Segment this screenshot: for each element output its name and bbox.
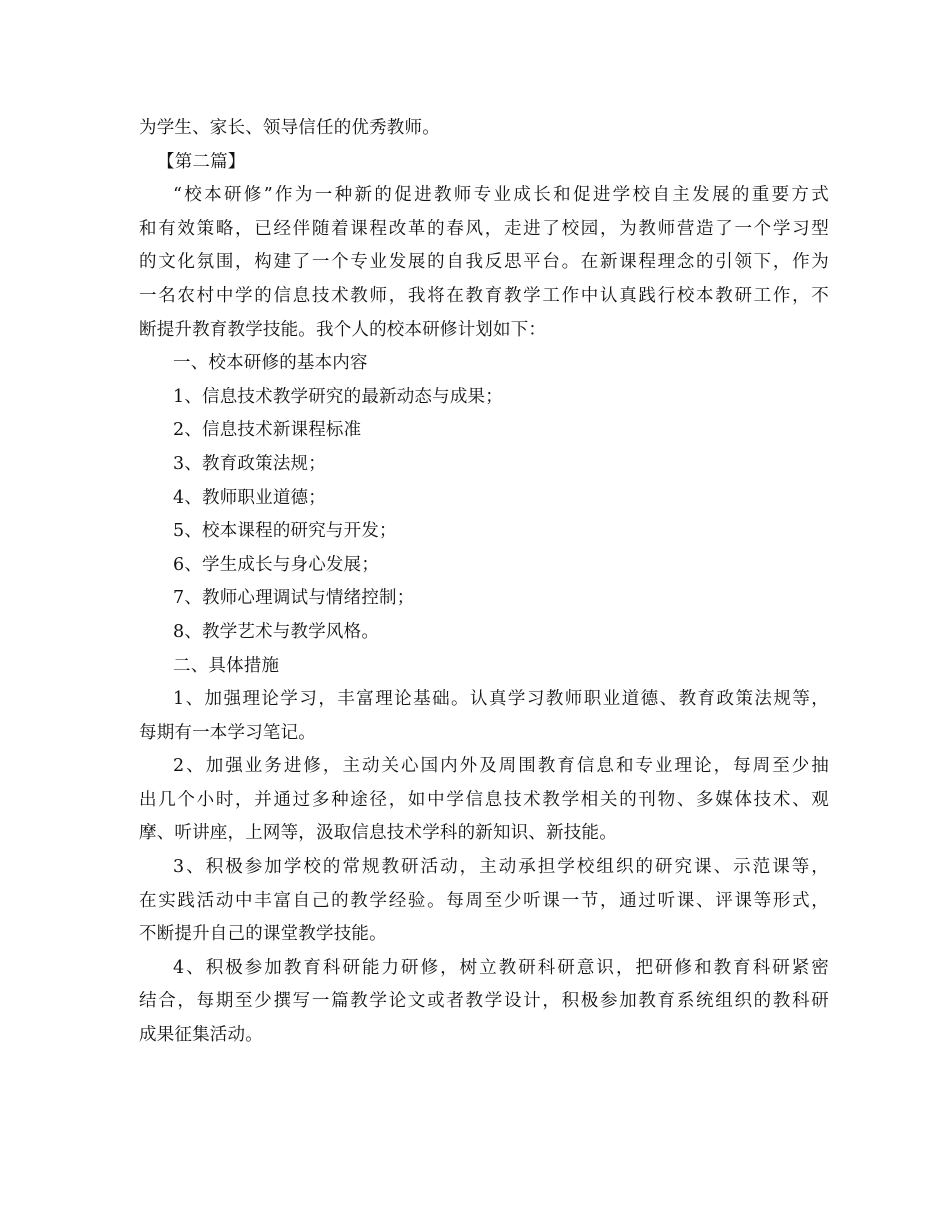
paragraph-line: 3、积极参加学校的常规教研活动，主动承担学校组织的研究课、示范课等， — [173, 857, 829, 878]
list-item: 8、教学艺术与教学风格。 — [173, 621, 380, 642]
paragraph-line: 每期有一本学习笔记。 — [139, 722, 316, 743]
paragraph-line: 的文化氛围，构建了一个专业发展的自我反思平台。在新课程理念的引领下，作为 — [139, 252, 829, 273]
paragraph-line: 在实践活动中丰富自己的教学经验。每周至少听课一节，通过听课、评课等形式， — [139, 890, 829, 911]
section-heading: 二、具体措施 — [173, 655, 280, 676]
paragraph-line: 和有效策略，已经伴随着课程改革的春风，走进了校园，为教师营造了一个学习型 — [139, 218, 829, 239]
paragraph-line: 4、积极参加教育科研能力研修，树立教研科研意识，把研修和教育科研紧密 — [173, 957, 829, 978]
list-item: 3、教育政策法规； — [173, 453, 326, 474]
paragraph-line: 一名农村中学的信息技术教师，我将在教育教学工作中认真践行校本教研工作，不 — [139, 285, 829, 306]
paragraph-line: “校本研修”作为一种新的促进教师专业成长和促进学校自主发展的重要方式 — [173, 185, 829, 206]
list-item: 4、教师职业道德； — [173, 487, 326, 508]
list-item: 2、信息技术新课程标准 — [173, 420, 362, 441]
section-title: 【第二篇】 — [157, 151, 246, 172]
paragraph-line: 2、加强业务进修，主动关心国内外及周围教育信息和专业理论，每周至少抽 — [173, 756, 829, 777]
list-item: 1、信息技术教学研究的最新动态与成果； — [173, 386, 503, 407]
list-item: 5、校本课程的研究与开发； — [173, 521, 397, 542]
section-heading: 一、校本研修的基本内容 — [173, 353, 368, 374]
document-body — [139, 112, 829, 1053]
paragraph-line: 出几个小时，并通过多种途径，如中学信息技术教学相关的刊物、多媒体技术、观 — [139, 789, 829, 810]
paragraph-line: 摩、听讲座，上网等，汲取信息技术学科的新知识、新技能。 — [139, 823, 617, 844]
list-item: 6、学生成长与身心发展； — [173, 554, 380, 575]
paragraph-line: 为学生、家长、领导信任的优秀教师。 — [139, 118, 440, 138]
paragraph-line: 断提升教育教学技能。我个人的校本研修计划如下： — [139, 319, 547, 340]
paragraph-line: 成果征集活动。 — [139, 1025, 263, 1046]
list-item: 7、教师心理调试与情绪控制； — [173, 588, 415, 609]
paragraph-line: 不断提升自己的课堂教学技能。 — [139, 924, 387, 945]
paragraph-line: 结合，每期至少撰写一篇教学论文或者教学设计，积极参加教育系统组织的教科研 — [139, 991, 829, 1012]
paragraph-line: 1、加强理论学习，丰富理论基础。认真学习教师职业道德、教育政策法规等， — [173, 689, 829, 710]
